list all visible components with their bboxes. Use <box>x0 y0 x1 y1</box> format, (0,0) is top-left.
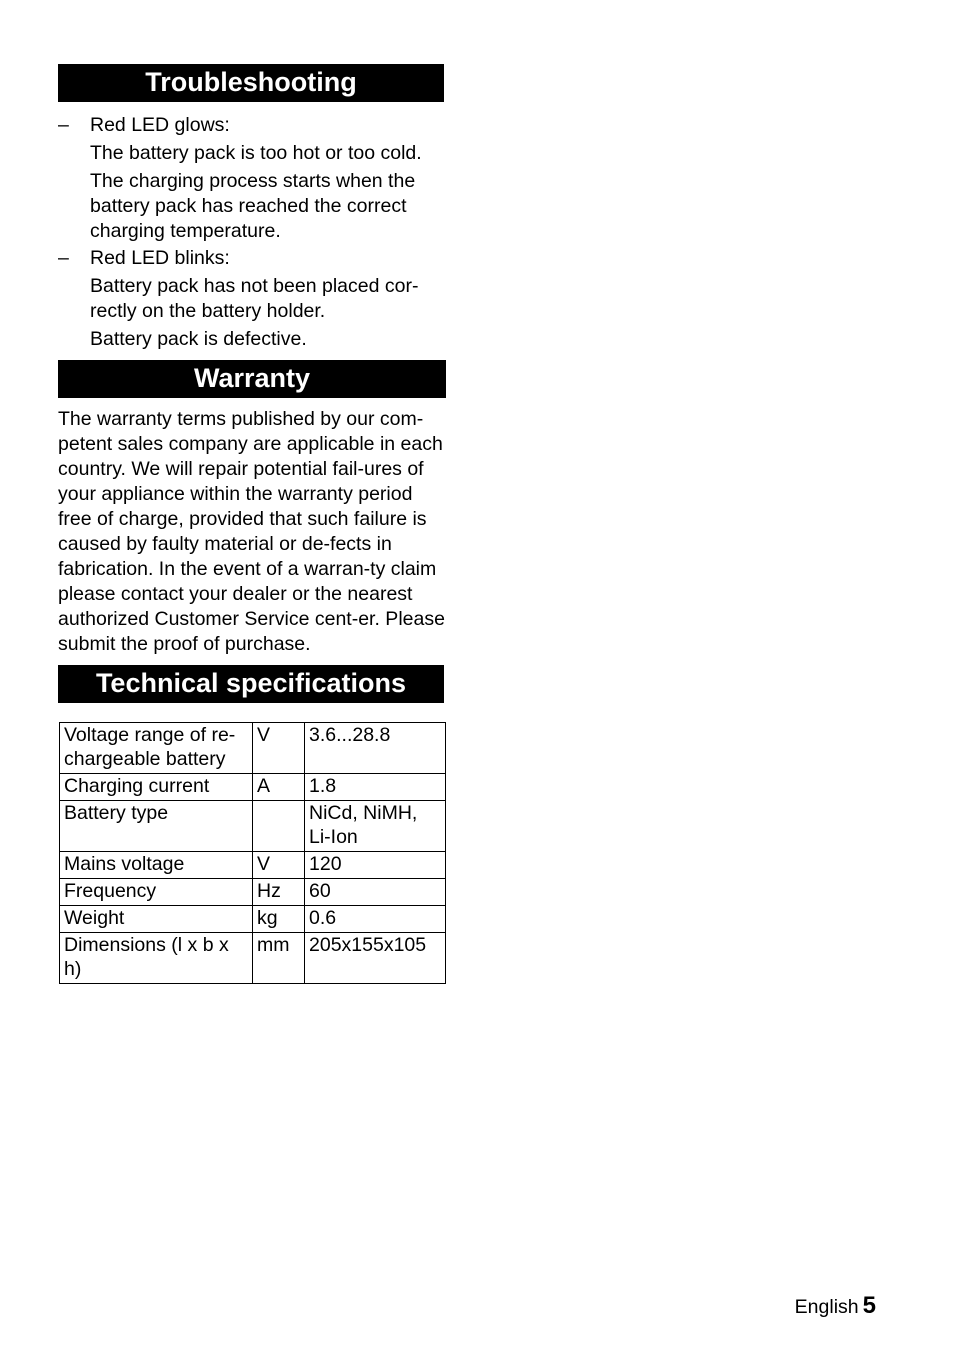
spec-name-cell: Weight <box>60 906 253 933</box>
dash-bullet: – <box>58 114 69 136</box>
list-item-label: Red LED glows: <box>90 114 230 136</box>
list-item <box>58 246 446 352</box>
spec-value-cell: NiCd, NiMH, Li-Ion <box>305 801 446 852</box>
page-footer <box>795 1292 876 1320</box>
table-row <box>60 906 446 933</box>
table-row <box>60 852 446 879</box>
spec-name-cell: Voltage range of re-chargeable battery <box>60 723 253 774</box>
specifications-table <box>59 722 446 984</box>
table-row <box>60 801 446 852</box>
spec-unit-cell <box>253 801 305 852</box>
spec-value-cell: 1.8 <box>305 774 446 801</box>
spec-value-cell: 3.6...28.8 <box>305 723 446 774</box>
spec-value-cell: 0.6 <box>305 906 446 933</box>
table-row <box>60 723 446 774</box>
spec-name-cell: Dimensions (l x b x h) <box>60 933 253 984</box>
list-item-text: The battery pack is too hot or too cold. <box>90 142 422 164</box>
spec-unit-cell: V <box>253 723 305 774</box>
spec-value-cell: 120 <box>305 852 446 879</box>
footer-language: English <box>794 1296 859 1318</box>
spec-name-cell: Mains voltage <box>60 852 253 879</box>
section-title-troubleshooting: Troubleshooting <box>58 64 444 102</box>
spec-name-cell: Battery type <box>60 801 253 852</box>
page-number: 5 <box>862 1292 876 1319</box>
list-item-label: Red LED blinks: <box>90 247 230 269</box>
section-title-warranty: Warranty <box>58 360 446 398</box>
section-title-technical-specifications: Technical specifications <box>58 665 444 703</box>
list-item <box>58 113 446 244</box>
spec-unit-cell: kg <box>253 906 305 933</box>
dash-bullet: – <box>58 247 69 269</box>
list-item-text: The charging process starts when the battery pack has reached the correct charging temperature. <box>90 170 416 242</box>
content-column <box>58 64 446 984</box>
spec-unit-cell: Hz <box>253 879 305 906</box>
spec-unit-cell: A <box>253 774 305 801</box>
spec-name-cell: Frequency <box>60 879 253 906</box>
table-row <box>60 933 446 984</box>
spec-name-cell: Charging current <box>60 774 253 801</box>
table-row <box>60 879 446 906</box>
table-row <box>60 774 446 801</box>
list-item-text: Battery pack is defective. <box>90 328 307 350</box>
spec-unit-cell: V <box>253 852 305 879</box>
warranty-text: The warranty terms published by our com-petent sales company are applicable in each country. We will repair potential fail-ures of your appliance within the warranty period free of charge, provided that such failure is caused by faulty material or de-fects in fabrication. In the event of a warran-ty claim please contact your dealer or the nearest authorized Customer Service cent-er. Please submit the proof of purchase. <box>58 408 445 655</box>
troubleshooting-list <box>58 113 446 352</box>
list-item-text: Battery pack has not been placed cor-rectly on the battery holder. <box>90 275 419 322</box>
spec-value-cell: 60 <box>305 879 446 906</box>
spec-unit-cell: mm <box>253 933 305 984</box>
spec-value-cell: 205x155x105 <box>305 933 446 984</box>
